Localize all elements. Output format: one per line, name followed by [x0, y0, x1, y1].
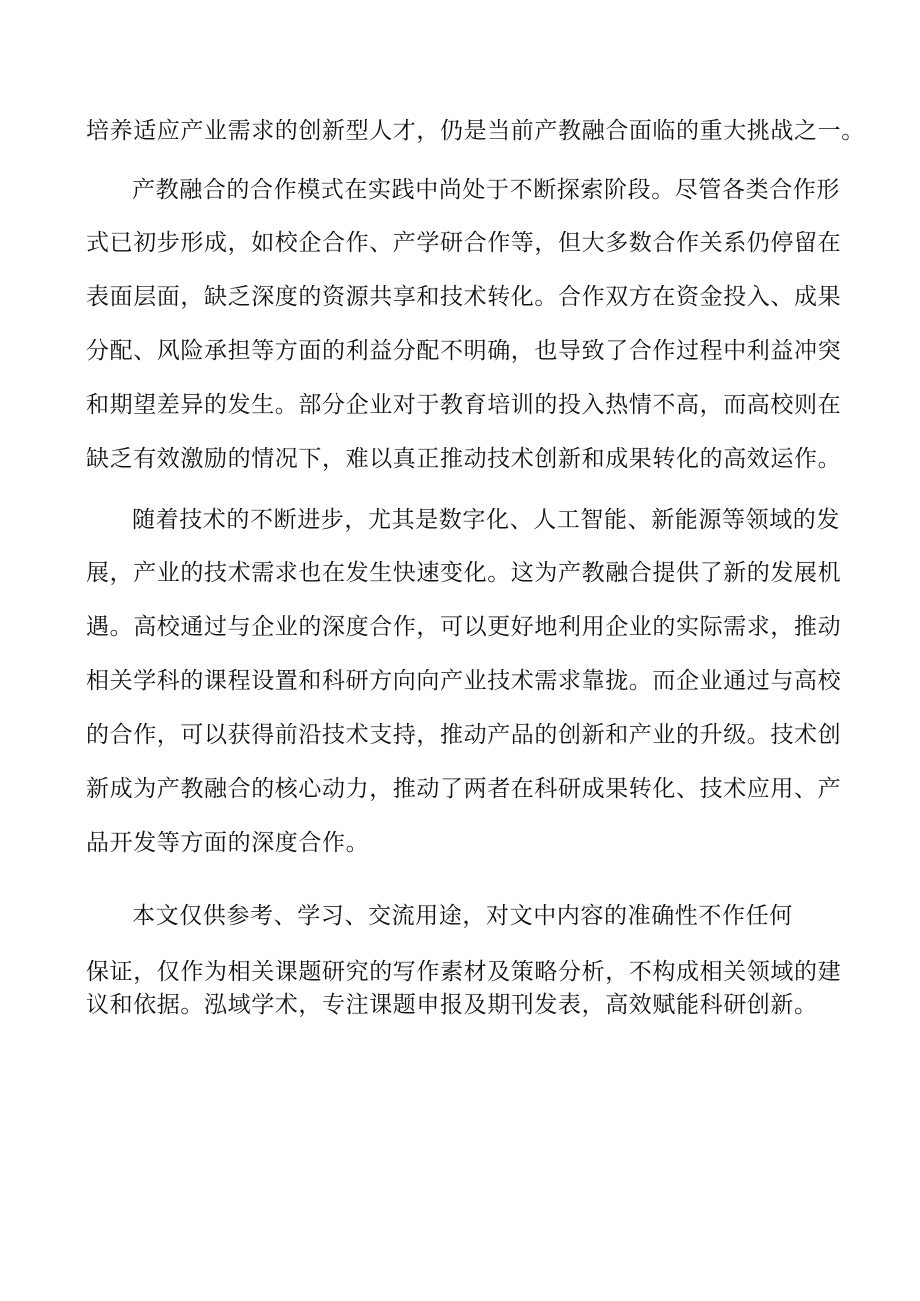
paragraph-1-line-5: 缺乏有效激励的情况下，难以真正推动技术创新和成果转化的高效运作。 [86, 446, 842, 472]
paragraph-1-line-2: 表面层面，缺乏深度的资源共享和技术转化。合作双方在资金投入、成果 [86, 284, 842, 310]
paragraph-1-line-4: 和期望差异的发生。部分企业对于教育培训的投入热情不高，而高校则在 [86, 392, 842, 418]
paragraph-2-line-3: 相关学科的课程设置和科研方向向产业技术需求靠拢。而企业通过与高校 [86, 668, 842, 694]
paragraph-1-line-1: 式已初步形成，如校企合作、产学研合作等，但大多数合作关系仍停留在 [86, 230, 842, 256]
paragraph-2-line-1: 展，产业的技术需求也在发生快速变化。这为产教融合提供了新的发展机 [86, 560, 842, 586]
paragraph-2-line-0: 随着技术的不断进步，尤其是数字化、人工智能、新能源等领域的发 [132, 507, 840, 533]
paragraph-1-line-3: 分配、风险承担等方面的利益分配不明确，也导致了合作过程中利益冲突 [86, 338, 842, 364]
disclaimer-line-0: 本文仅供参考、学习、交流用途，对文中内容的准确性不作任何 [132, 903, 793, 929]
paragraph-2-line-6: 品开发等方面的深度合作。 [86, 830, 370, 856]
paragraph-0-line-0: 培养适应产业需求的创新型人才，仍是当前产教融合面临的重大挑战之一。 [86, 118, 865, 144]
paragraph-1-line-0: 产教融合的合作模式在实践中尚处于不断探索阶段。尽管各类合作形 [132, 177, 840, 203]
paragraph-2-line-5: 新成为产教融合的核心动力，推动了两者在科研成果转化、技术应用、产 [86, 776, 842, 802]
disclaimer-line-2: 议和依据。泓域学术，专注课题申报及期刊发表，高效赋能科研创新。 [86, 992, 818, 1018]
paragraph-2-line-4: 的合作，可以获得前沿技术支持，推动产品的创新和产业的升级。技术创 [86, 722, 842, 748]
disclaimer-line-1: 保证，仅作为相关课题研究的写作素材及策略分析，不构成相关领域的建 [86, 959, 842, 985]
paragraph-2-line-2: 遇。高校通过与企业的深度合作，可以更好地利用企业的实际需求，推动 [86, 614, 842, 640]
